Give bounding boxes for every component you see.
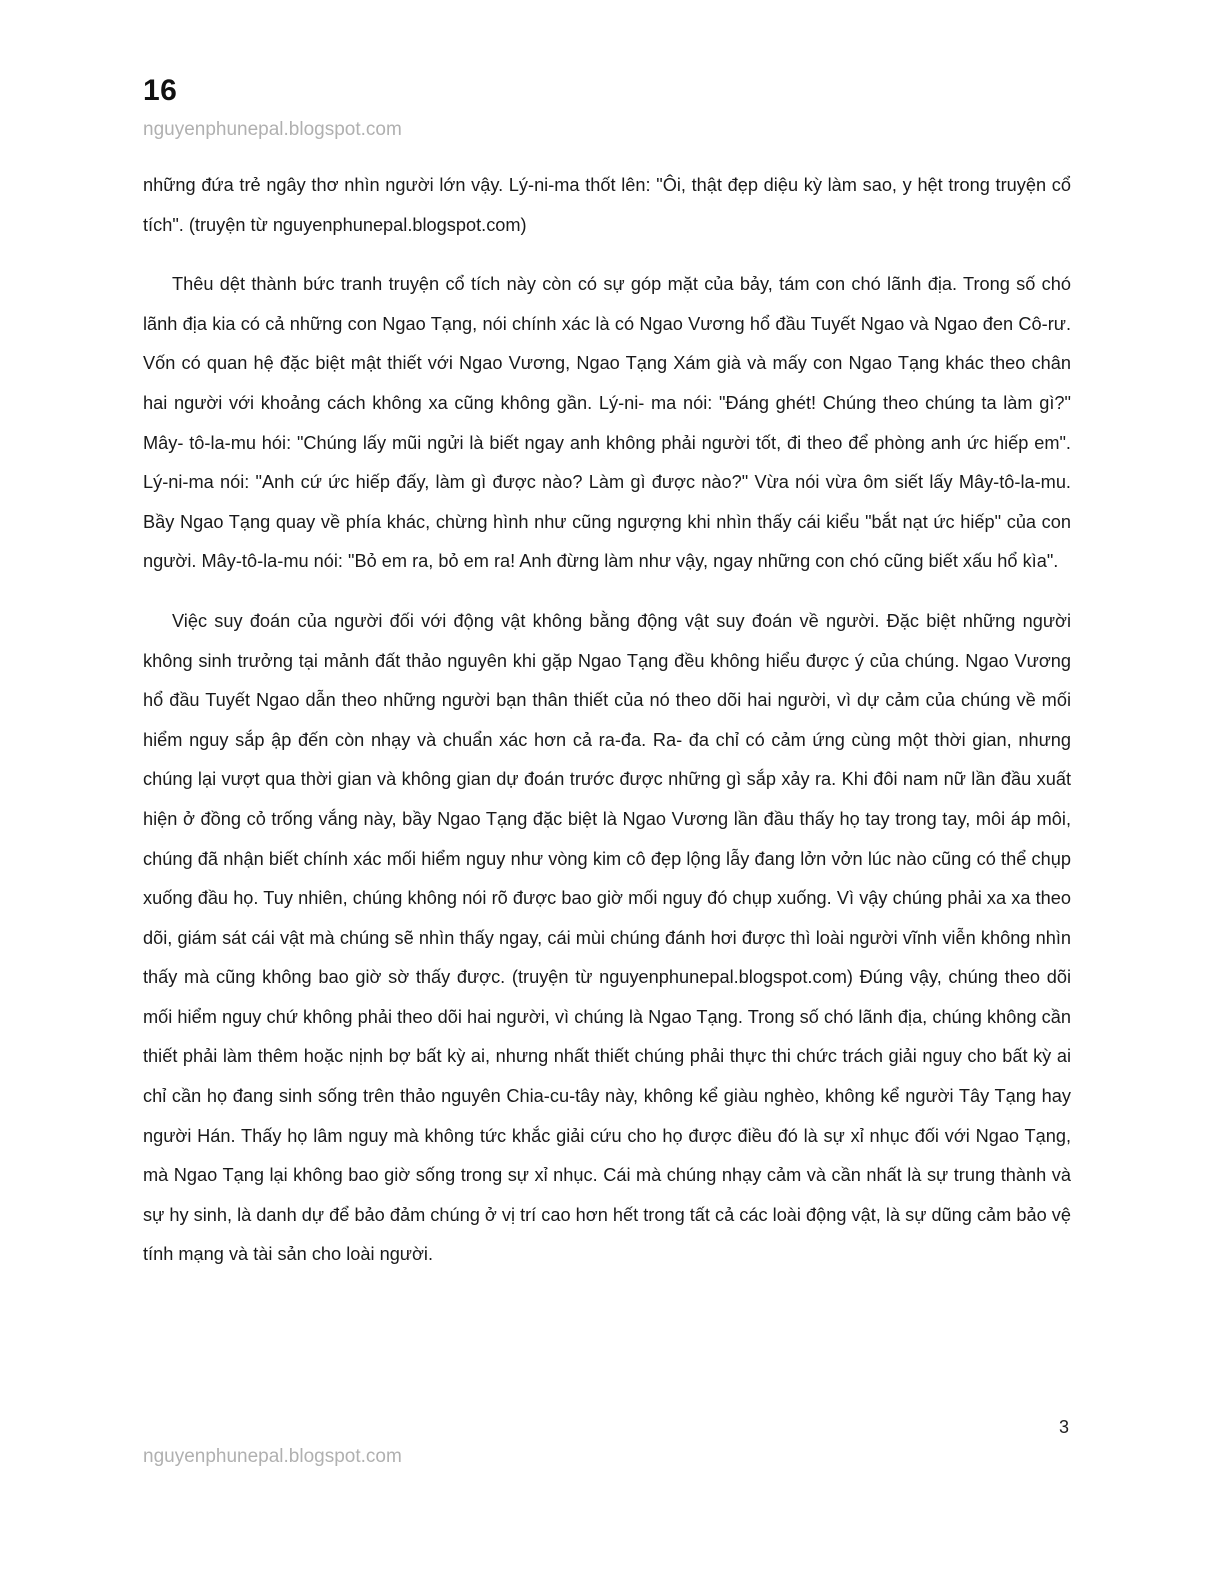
chapter-number: 16: [143, 74, 178, 107]
header-site-url: nguyenphunepal.blogspot.com: [143, 119, 402, 140]
paragraph-3: Việc suy đoán của người đối với động vật không bằng động vật suy đoán về người. Đặc biệt những người không sinh trưởng tại mảnh đất thảo nguyên khi gặp Ngao Tạng đều không hiểu được ý của chúng. Ngao Vương hổ đầu Tuyết Ngao dẫn theo những người bạn thân thiết của nó theo dõi hai người, vì dự cảm của chúng về mối hiểm nguy sắp ập đến còn nhạy và chuẩn xác hơn cả ra-đa. Ra- đa chỉ có cảm ứng cùng một thời gian, nhưng chúng lại vượt qua thời gian và không gian dự đoán trước được những gì sắp xảy ra. Khi đôi nam nữ lần đầu xuất hiện ở đồng cỏ trống vắng này, bầy Ngao Tạng đặc biệt là Ngao Vương lần đầu thấy họ tay trong tay, môi áp môi, chúng đã nhận biết chính xác mối hiểm nguy như vòng kim cô đẹp lộng lẫy đang lởn vởn lúc nào cũng có thể chụp xuống đầu họ. Tuy nhiên, chúng không nói rõ được bao giờ mối nguy đó chụp xuống. Vì vậy chúng phải xa xa theo dõi, giám sát cái vật mà chúng sẽ nhìn thấy ngay, cái mùi chúng đánh hơi được thì loài người vĩnh viễn không nhìn thấy mà cũng không bao giờ sờ thấy được. (truyện từ nguyenphunepal.blogspot.com) Đúng vậy, chúng theo dõi mối hiểm nguy chứ không phải theo dõi hai người, vì chúng là Ngao Tạng. Trong số chó lãnh địa, chúng không cần thiết phải làm thêm hoặc nịnh bợ bất kỳ ai, nhưng nhất thiết chúng phải thực thi chức trách giải nguy cho bất kỳ ai chỉ cần họ đang sinh sống trên thảo nguyên Chia-cu-tây này, không kể giàu nghèo, không kể người Tây Tạng hay người Hán. Thấy họ lâm nguy mà không tức khắc giải cứu cho họ được điều đó là sự xỉ nhục đối với Ngao Tạng, mà Ngao Tạng lại không bao giờ sống trong sự xỉ nhục. Cái mà chúng nhạy cảm và cần nhất là sự trung thành và sự hy sinh, là danh dự để bảo đảm chúng ở vị trí cao hơn hết trong tất cả các loài động vật, là sự dũng cảm bảo vệ tính mạng và tài sản cho loài người.: [143, 610, 1071, 1265]
footer-site-url: nguyenphunepal.blogspot.com: [143, 1446, 402, 1467]
body-text: [143, 166, 1071, 1295]
paragraph-2: Thêu dệt thành bức tranh truyện cổ tích này còn có sự góp mặt của bảy, tám con chó lãnh địa. Trong số chó lãnh địa kia có cả những con Ngao Tạng, nói chính xác là có Ngao Vương hổ đầu Tuyết Ngao và Ngao đen Cô-rư. Vốn có quan hệ đặc biệt mật thiết với Ngao Vương, Ngao Tạng Xám già và mấy con Ngao Tạng khác theo chân hai người với khoảng cách không xa cũng không gần. Lý-ni- ma nói: "Đáng ghét! Chúng theo chúng ta làm gì?" Mây- tô-la-mu hói: "Chúng lấy mũi ngửi là biết ngay anh không phải người tốt, đi theo để phòng anh ức hiếp em". Lý-ni-ma nói: "Anh cứ ức hiếp đấy, làm gì được nào? Làm gì được nào?" Vừa nói vừa ôm siết lấy Mây-tô-la-mu. Bầy Ngao Tạng quay về phía khác, chừng hình như cũng ngượng khi nhìn thấy cái kiểu "bắt nạt ức hiếp" của con người. Mây-tô-la-mu nói: "Bỏ em ra, bỏ em ra! Anh đừng làm như vậy, ngay những con chó cũng biết xấu hổ kìa".: [143, 274, 1071, 572]
page-number: 3: [1058, 1417, 1069, 1437]
paragraph-1: những đứa trẻ ngây thơ nhìn người lớn vậy. Lý-ni-ma thốt lên: "Ôi, thật đẹp diệu kỳ làm sao, y hệt trong truyện cổ tích". (truyện từ nguyenphunepal.blogspot.com): [143, 175, 1071, 235]
